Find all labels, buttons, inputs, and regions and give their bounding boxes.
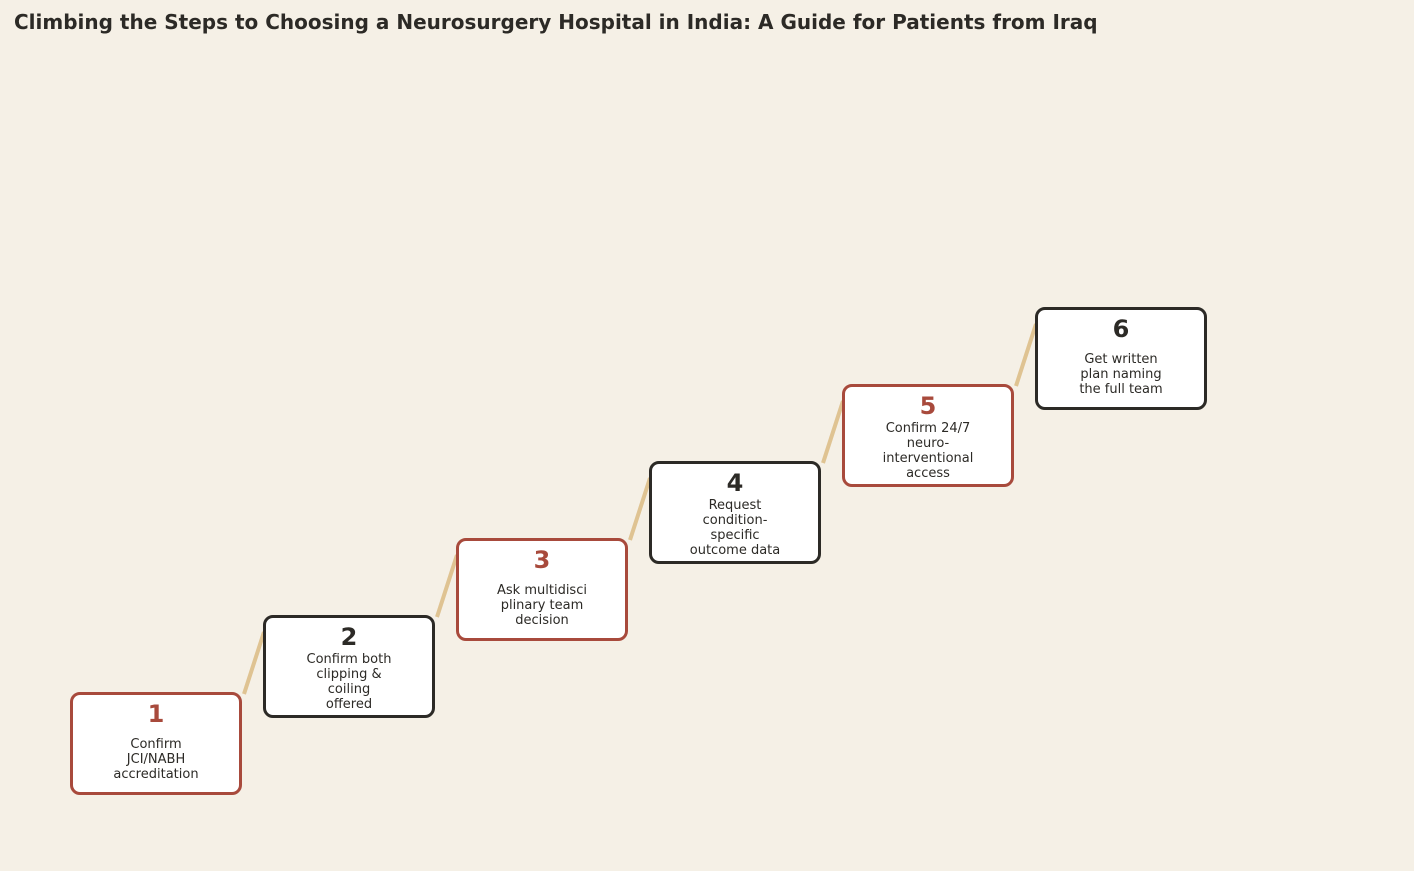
step-label: Confirm 24/7 neuro- interventional access <box>882 421 974 481</box>
step-number: 2 <box>340 623 358 651</box>
step-label: Confirm both clipping & coiling offered <box>306 652 392 712</box>
step-label: Get written plan naming the full team <box>1079 351 1163 397</box>
connector-5-6 <box>1016 324 1036 386</box>
step-number: 5 <box>919 392 937 420</box>
step-1 <box>70 692 242 795</box>
step-label: Ask multidisci plinary team decision <box>497 582 587 628</box>
step-number: 3 <box>533 546 551 574</box>
step-5 <box>842 384 1014 487</box>
step-number: 1 <box>147 700 165 728</box>
step-label: Confirm JCI/NABH accreditation <box>113 736 199 782</box>
connector-2-3 <box>437 555 457 617</box>
step-3 <box>456 538 628 641</box>
step-2 <box>263 615 435 718</box>
connector-1-2 <box>244 632 264 694</box>
connector-4-5 <box>823 401 843 463</box>
step-number: 4 <box>726 469 744 497</box>
step-4 <box>649 461 821 564</box>
step-number: 6 <box>1112 315 1130 343</box>
diagram-title: Climbing the Steps to Choosing a Neurosurgery Hospital in India: A Guide for Patients from Iraq <box>14 10 1098 34</box>
step-6 <box>1035 307 1207 410</box>
connector-3-4 <box>630 478 650 540</box>
step-label: Request condition- specific outcome data <box>689 498 781 558</box>
